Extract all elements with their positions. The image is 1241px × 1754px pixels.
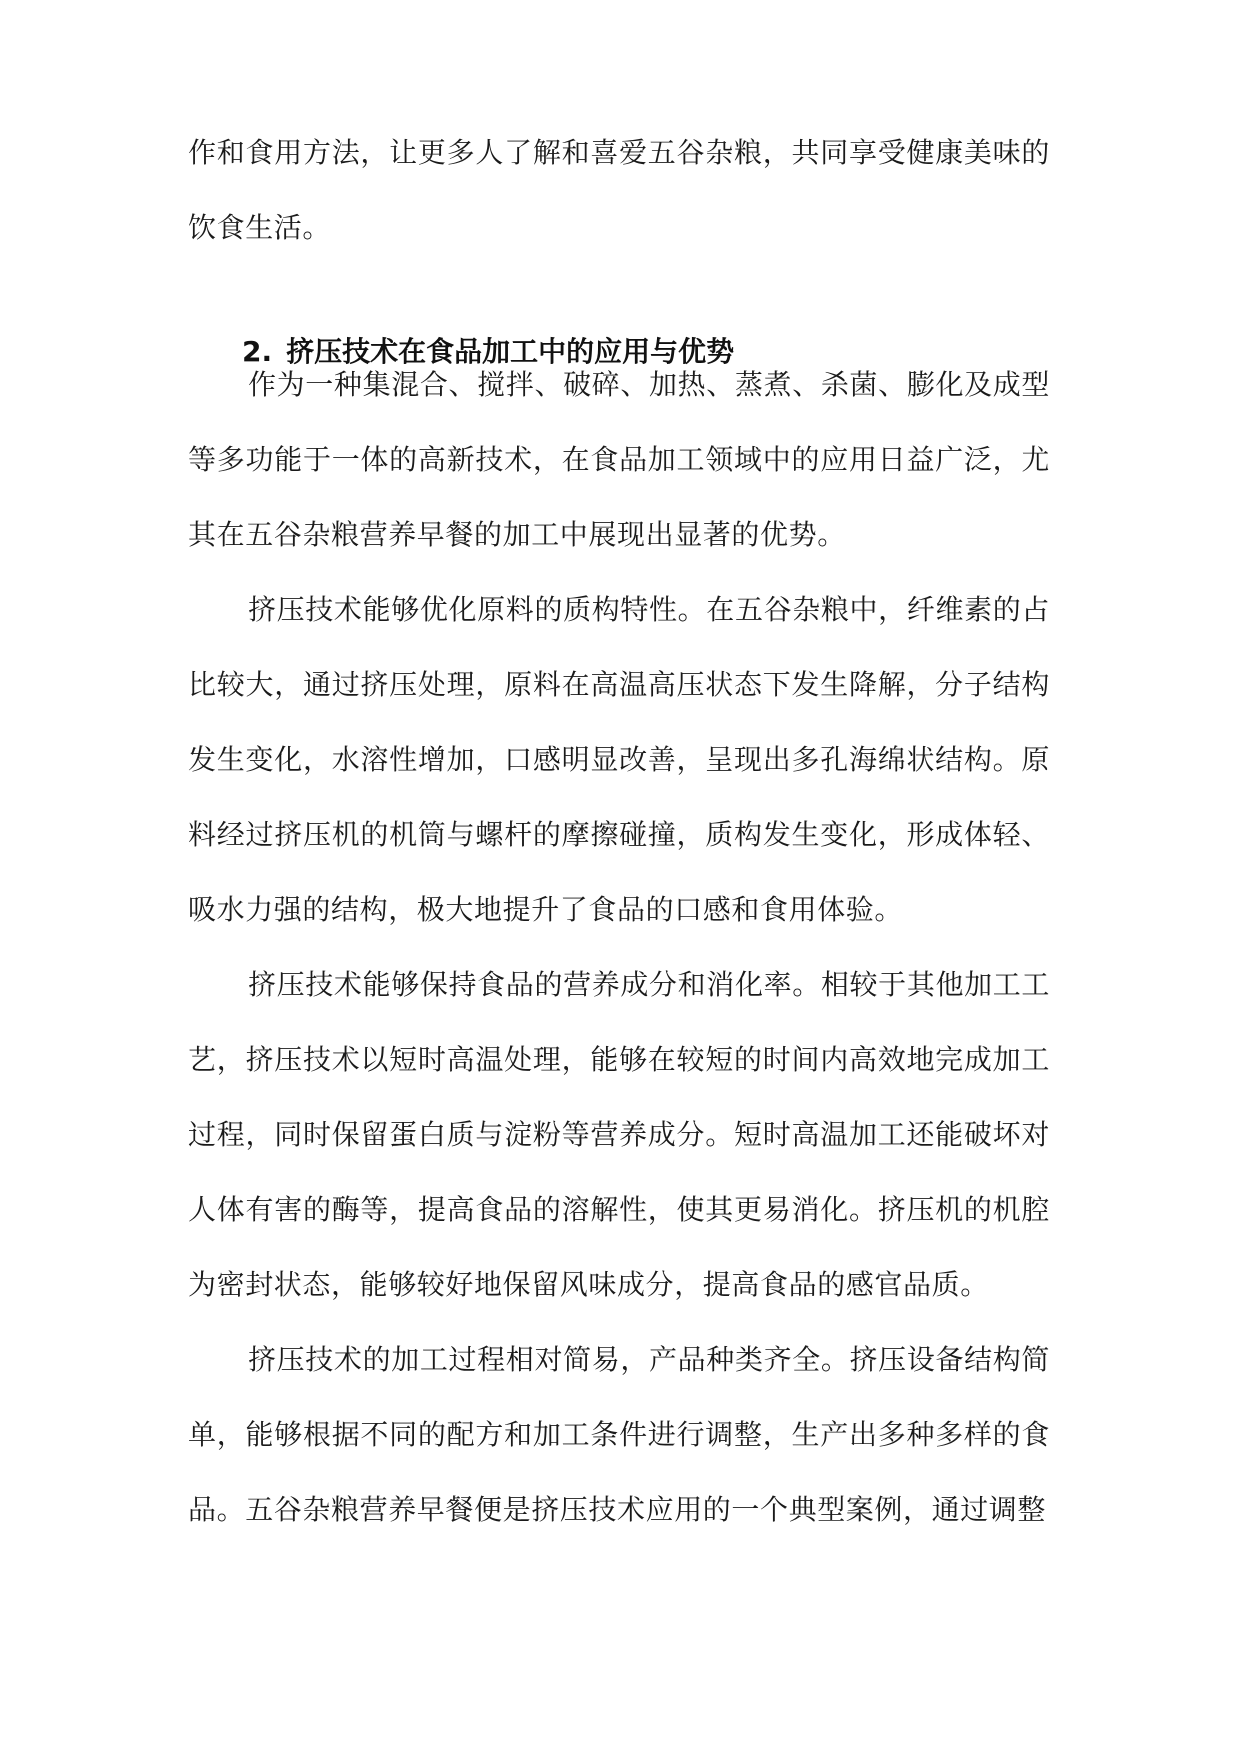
continuation-block: [188, 115, 1050, 265]
paragraph-nutrition: 挤压技术能够保持食品的营养成分和消化率。相较于其他加工工艺，挤压技术以短时高温处理，能够在较短的时间内高效地完成加工过程，同时保留蛋白质与淀粉等营养成分。短时高温加工还能破坏对人体有害的酶等，提高食品的溶解性，使其更易消化。挤压机的机腔为密封状态，能够较好地保留风味成分，提高食品的感官品质。: [188, 968, 1050, 1301]
body-text: [188, 347, 1050, 1547]
continuation-paragraph: 作和食用方法，让更多人了解和喜爱五谷杂粮，共同享受健康美味的饮食生活。: [188, 136, 1050, 244]
section-title: 挤压技术在食品加工中的应用与优势: [286, 335, 735, 368]
paragraph-process: 挤压技术的加工过程相对简易，产品种类齐全。挤压设备结构简单，能够根据不同的配方和加工条件进行调整，生产出多种多样的食品。五谷杂粮营养早餐便是挤压技术应用的一个典型案例，通过调整: [188, 1343, 1050, 1526]
paragraph-texture: 挤压技术能够优化原料的质构特性。在五谷杂粮中，纤维素的占比较大，通过挤压处理，原料在高温高压状态下发生降解，分子结构发生变化，水溶性增加，口感明显改善，呈现出多孔海绵状结构。原料经过挤压机的机筒与螺杆的摩擦碰撞，质构发生变化，形成体轻、吸水力强的结构，极大地提升了食品的口感和食用体验。: [188, 593, 1050, 926]
paragraph-intro: 作为一种集混合、搅拌、破碎、加热、蒸煮、杀菌、膨化及成型等多功能于一体的高新技术，在食品加工领域中的应用日益广泛，尤其在五谷杂粮营养早餐的加工中展现出显著的优势。: [188, 368, 1050, 551]
section-number: 2.: [242, 335, 273, 368]
